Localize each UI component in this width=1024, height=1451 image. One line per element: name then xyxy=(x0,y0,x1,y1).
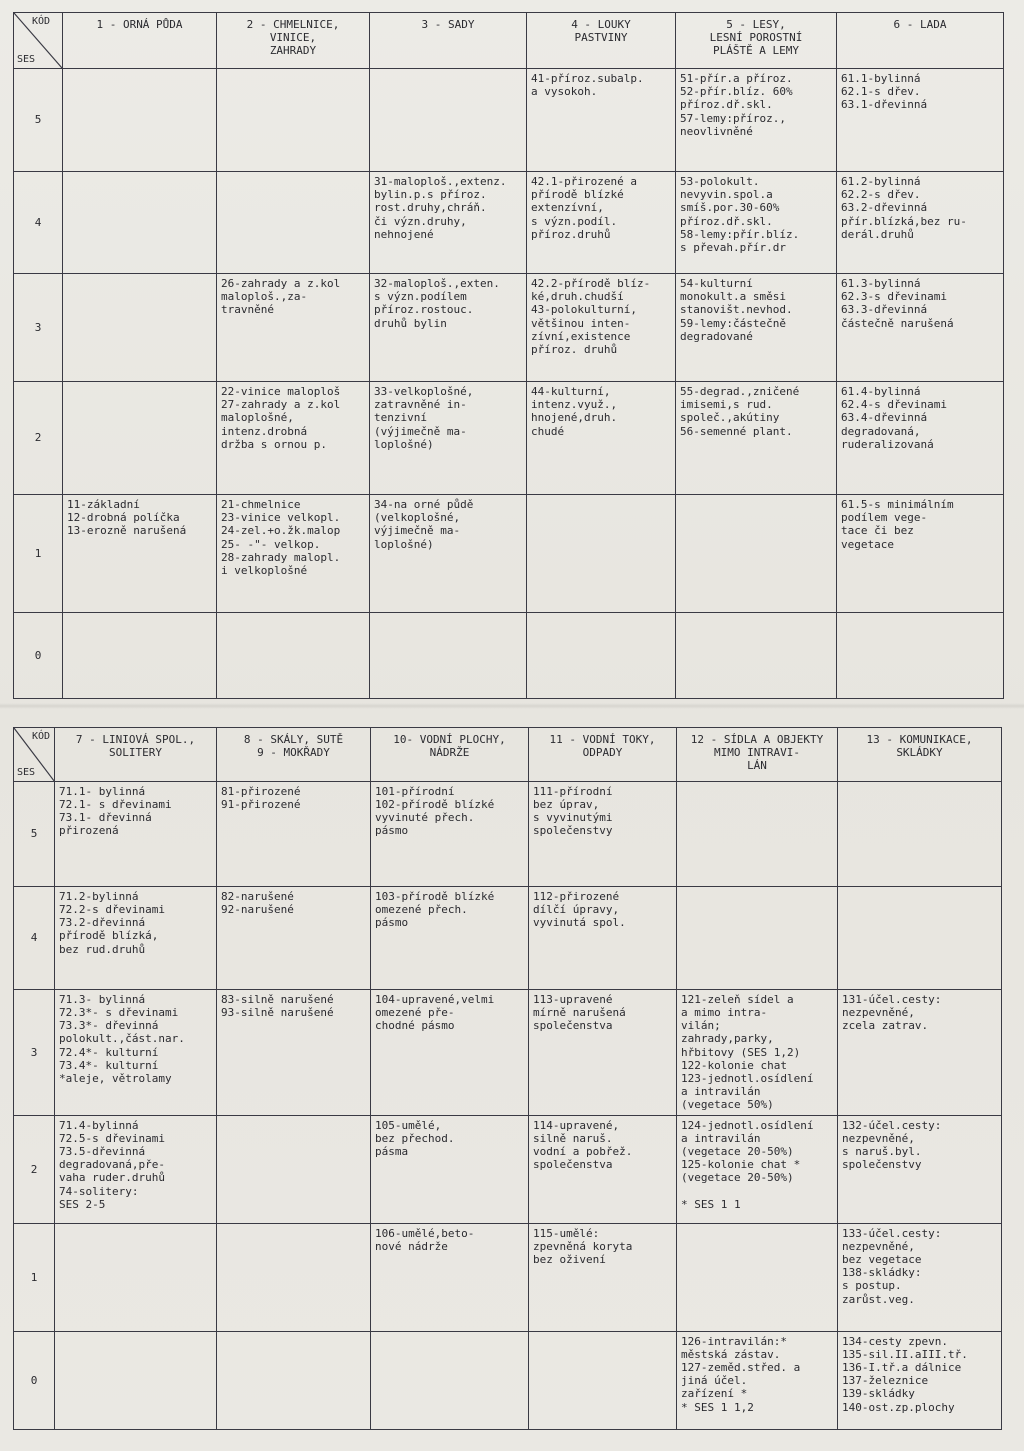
table1-row-ses3 xyxy=(14,274,1004,382)
table1-corner-cell xyxy=(14,13,63,69)
corner-kod-label: KÓD xyxy=(32,731,51,742)
table-cell: 34-na orné půdě (velkoplošné, výjimečně ma- loplošné) xyxy=(370,495,527,613)
table-cell: 103-přírodě blízké omezené přech. pásmo xyxy=(371,886,529,989)
table-cell: 101-přírodní 102-přírodě blízké vyvinuté přech. pásmo xyxy=(371,781,529,886)
ses-value: 4 xyxy=(14,886,55,989)
ses-value: 5 xyxy=(14,781,55,886)
table-cell: 26-zahrady a z.kol maloploš.,za- travněné xyxy=(217,274,370,382)
table1-col-header: 1 - ORNÁ PŮDA xyxy=(63,13,217,69)
table-cell xyxy=(529,1331,677,1429)
table-cell: 126-intravilán:* městská zástav. 127-zeměd.střed. a jiná účel. zařízení * * SES 1 1,2 xyxy=(677,1331,838,1429)
table-cell: 111-přírodní bez úprav, s vyvinutými společenstvy xyxy=(529,781,677,886)
table-cell: 83-silně narušené 93-silně narušené xyxy=(217,989,371,1115)
table-cell: 71.4-bylinná 72.5-s dřevinami 73.5-dřevinná degradovaná,pře- vaha ruder.druhů 74-solitery: SES 2-5 xyxy=(55,1115,217,1223)
table-cell: 133-účel.cesty: nezpevněné, bez vegetace 138-skládky: s postup. zarůst.veg. xyxy=(838,1223,1002,1331)
table1-col-header: 3 - SADY xyxy=(370,13,527,69)
ses-value: 3 xyxy=(14,989,55,1115)
table-cell xyxy=(838,886,1002,989)
corner-kod-label: KÓD xyxy=(32,16,51,27)
table-cell: 55-degrad.,zničené imisemi,s rud. společ.,akútiny 56-semenné plant. xyxy=(676,382,837,495)
table-cell xyxy=(370,69,527,172)
table-cell: 71.2-bylinná 72.2-s dřevinami 73.2-dřevinná přírodě blízká, bez rud.druhů xyxy=(55,886,217,989)
corner-ses-label: SES xyxy=(17,766,36,778)
table-cell: 81-přirozené 91-přirozené xyxy=(217,781,371,886)
table2-col-header: 8 - SKÁLY, SUTĚ 9 - MOKŘADY xyxy=(217,728,371,782)
page-fold xyxy=(0,703,1024,709)
ses-value: 2 xyxy=(14,382,63,495)
table-cell: 131-účel.cesty: nezpevněné, zcela zatrav. xyxy=(838,989,1002,1115)
table-cell: 54-kulturní monokult.a směsi stanovišt.nevhod. 59-lemy:částečně degradované xyxy=(676,274,837,382)
table-cell xyxy=(370,613,527,699)
table-cell: 115-umělé: zpevněná koryta bez oživení xyxy=(529,1223,677,1331)
table-cell xyxy=(676,495,837,613)
ses-value: 1 xyxy=(14,1223,55,1331)
table-cell: 61.3-bylinná 62.3-s dřevinami 63.3-dřevinná částečně narušená xyxy=(837,274,1004,382)
table-cell: 134-cesty zpevn. 135-sil.II.aIII.tř. 136-I.tř.a dálnice 137-železnice 139-skládky 140-ost.zp.plochy xyxy=(838,1331,1002,1429)
table-cell: 121-zeleň sídel a a mimo intra- vilán; zahrady,parky, hřbitovy (SES 1,2) 122-kolonie chat 123-jednotl.osídlení a intravilán (vegetace 50%) xyxy=(677,989,838,1115)
table1-row-ses2 xyxy=(14,382,1004,495)
table-cell: 112-přirozené dílčí úpravy, vyvinutá spol. xyxy=(529,886,677,989)
table1-col-header: 4 - LOUKY PASTVINY xyxy=(527,13,676,69)
table-cell: 53-polokult. nevyvin.spol.a smíš.por.30-60% příroz.dř.skl. 58-lemy:přír.blíz. s převah.přír.dr xyxy=(676,172,837,274)
table2-row-ses5 xyxy=(14,781,1002,886)
table-cell: 82-narušené 92-narušené xyxy=(217,886,371,989)
table-cell xyxy=(63,274,217,382)
table-cell: 33-velkoplošné, zatravněné in- tenzivní (výjimečně ma- loplošné) xyxy=(370,382,527,495)
table-cell xyxy=(217,1223,371,1331)
table-cell: 61.5-s minimálním podílem vege- tace či bez vegetace xyxy=(837,495,1004,613)
table1-row-ses4 xyxy=(14,172,1004,274)
table-cell: 61.1-bylinná 62.1-s dřev. 63.1-dřevinná xyxy=(837,69,1004,172)
table-cell: 11-základní 12-drobná políčka 13-erozně narušená xyxy=(63,495,217,613)
table-cell: 22-vinice maloploš 27-zahrady a z.kol maloplošné, intenz.drobná držba s ornou p. xyxy=(217,382,370,495)
table-cell: 51-přír.a příroz. 52-přír.blíz. 60% příroz.dř.skl. 57-lemy:příroz., neovlivněné xyxy=(676,69,837,172)
table1-col-header: 6 - LADA xyxy=(837,13,1004,69)
table-cell: 113-upravené mírně narušená společenstva xyxy=(529,989,677,1115)
table-cell xyxy=(217,613,370,699)
table-cell xyxy=(838,781,1002,886)
table2-row-ses1 xyxy=(14,1223,1002,1331)
table1-col-header: 5 - LESY, LESNÍ POROSTNÍ PLÁŠTĚ A LEMY xyxy=(676,13,837,69)
table-cell xyxy=(527,495,676,613)
table2-col-header: 12 - SÍDLA A OBJEKTY MIMO INTRAVI- LÁN xyxy=(677,728,838,782)
table-cell: 42.1-přirozené a přírodě blízké extenzívní, s význ.podíl. příroz.druhů xyxy=(527,172,676,274)
table-cell xyxy=(527,613,676,699)
table2-header-row xyxy=(14,728,1002,782)
table-cell: 106-umělé,beto- nové nádrže xyxy=(371,1223,529,1331)
table-cell xyxy=(217,69,370,172)
table2-row-ses2 xyxy=(14,1115,1002,1223)
table-cell: 31-maloploš.,extenz. bylin.p.s příroz. rost.druhy,chráň. či význ.druhy, nehnojené xyxy=(370,172,527,274)
table-cell xyxy=(676,613,837,699)
table-cell: 124-jednotl.osídlení a intravilán (vegetace 20-50%) 125-kolonie chat * (vegetace 20-50%) * SES 1 1 xyxy=(677,1115,838,1223)
table2-col-header: 11 - VODNÍ TOKY, ODPADY xyxy=(529,728,677,782)
table-cell xyxy=(677,781,838,886)
table-cell: 104-upravené,velmi omezené pře- chodné pásmo xyxy=(371,989,529,1115)
ses-value: 0 xyxy=(14,613,63,699)
table-cell xyxy=(217,1115,371,1223)
table1-row-ses5 xyxy=(14,69,1004,172)
ses-value: 0 xyxy=(14,1331,55,1429)
ses-value: 4 xyxy=(14,172,63,274)
table2-corner-cell xyxy=(14,728,55,782)
table-cell xyxy=(63,172,217,274)
table-cell: 61.4-bylinná 62.4-s dřevinami 63.4-dřevinná degradovaná, ruderalizovaná xyxy=(837,382,1004,495)
table-cell xyxy=(371,1331,529,1429)
table2-col-header: 13 - KOMUNIKACE, SKLÁDKY xyxy=(838,728,1002,782)
table1-row-ses0 xyxy=(14,613,1004,699)
table-cell: 71.1- bylinná 72.1- s dřevinami 73.1- dřevinná přirozená xyxy=(55,781,217,886)
table2-row-ses0 xyxy=(14,1331,1002,1429)
table-cell xyxy=(63,613,217,699)
ses-value: 5 xyxy=(14,69,63,172)
table-cell: 21-chmelnice 23-vinice velkopl. 24-zel.+o.žk.malop 25- -"- velkop. 28-zahrady malopl. i velkoplošné xyxy=(217,495,370,613)
table1-header-row xyxy=(14,13,1004,69)
table1-row-ses1 xyxy=(14,495,1004,613)
table-cell: 105-umělé, bez přechod. pásma xyxy=(371,1115,529,1223)
classification-table-2 xyxy=(13,727,1002,1430)
table-cell xyxy=(63,382,217,495)
table-cell: 32-maloploš.,exten. s význ.podílem příroz.rostouc. druhů bylin xyxy=(370,274,527,382)
corner-ses-label: SES xyxy=(17,53,36,65)
table-cell: 71.3- bylinná 72.3*- s dřevinami 73.3*- dřevinná polokult.,část.nar. 72.4*- kulturní 73.4*- kulturní *aleje, větrolamy xyxy=(55,989,217,1115)
table-cell: 114-upravené, silně naruš. vodní a pobřež. společenstva xyxy=(529,1115,677,1223)
ses-value: 2 xyxy=(14,1115,55,1223)
table2-col-header: 7 - LINIOVÁ SPOL., SOLITERY xyxy=(55,728,217,782)
table-cell xyxy=(55,1223,217,1331)
table-cell: 61.2-bylinná 62.2-s dřev. 63.2-dřevinná přír.blízká,bez ru- derál.druhů xyxy=(837,172,1004,274)
table1-col-header: 2 - CHMELNICE, VINICE, ZAHRADY xyxy=(217,13,370,69)
table2-col-header: 10- VODNÍ PLOCHY, NÁDRŽE xyxy=(371,728,529,782)
classification-table-1 xyxy=(13,12,1004,699)
table-cell xyxy=(63,69,217,172)
table-cell: 132-účel.cesty: nezpevněné, s naruš.byl. společenstvy xyxy=(838,1115,1002,1223)
table-cell xyxy=(837,613,1004,699)
table-cell xyxy=(217,1331,371,1429)
table-cell xyxy=(217,172,370,274)
ses-value: 1 xyxy=(14,495,63,613)
table-cell: 41-příroz.subalp. a vysokoh. xyxy=(527,69,676,172)
table2-row-ses3 xyxy=(14,989,1002,1115)
table2-row-ses4 xyxy=(14,886,1002,989)
table-cell: 42.2-přírodě blíz- ké,druh.chudší 43-polokulturní, většinou inten- zívní,existence příroz. druhů xyxy=(527,274,676,382)
ses-value: 3 xyxy=(14,274,63,382)
table-cell xyxy=(55,1331,217,1429)
table-cell xyxy=(677,886,838,989)
table-cell: 44-kulturní, intenz.využ., hnojené,druh. chudé xyxy=(527,382,676,495)
table-cell xyxy=(677,1223,838,1331)
